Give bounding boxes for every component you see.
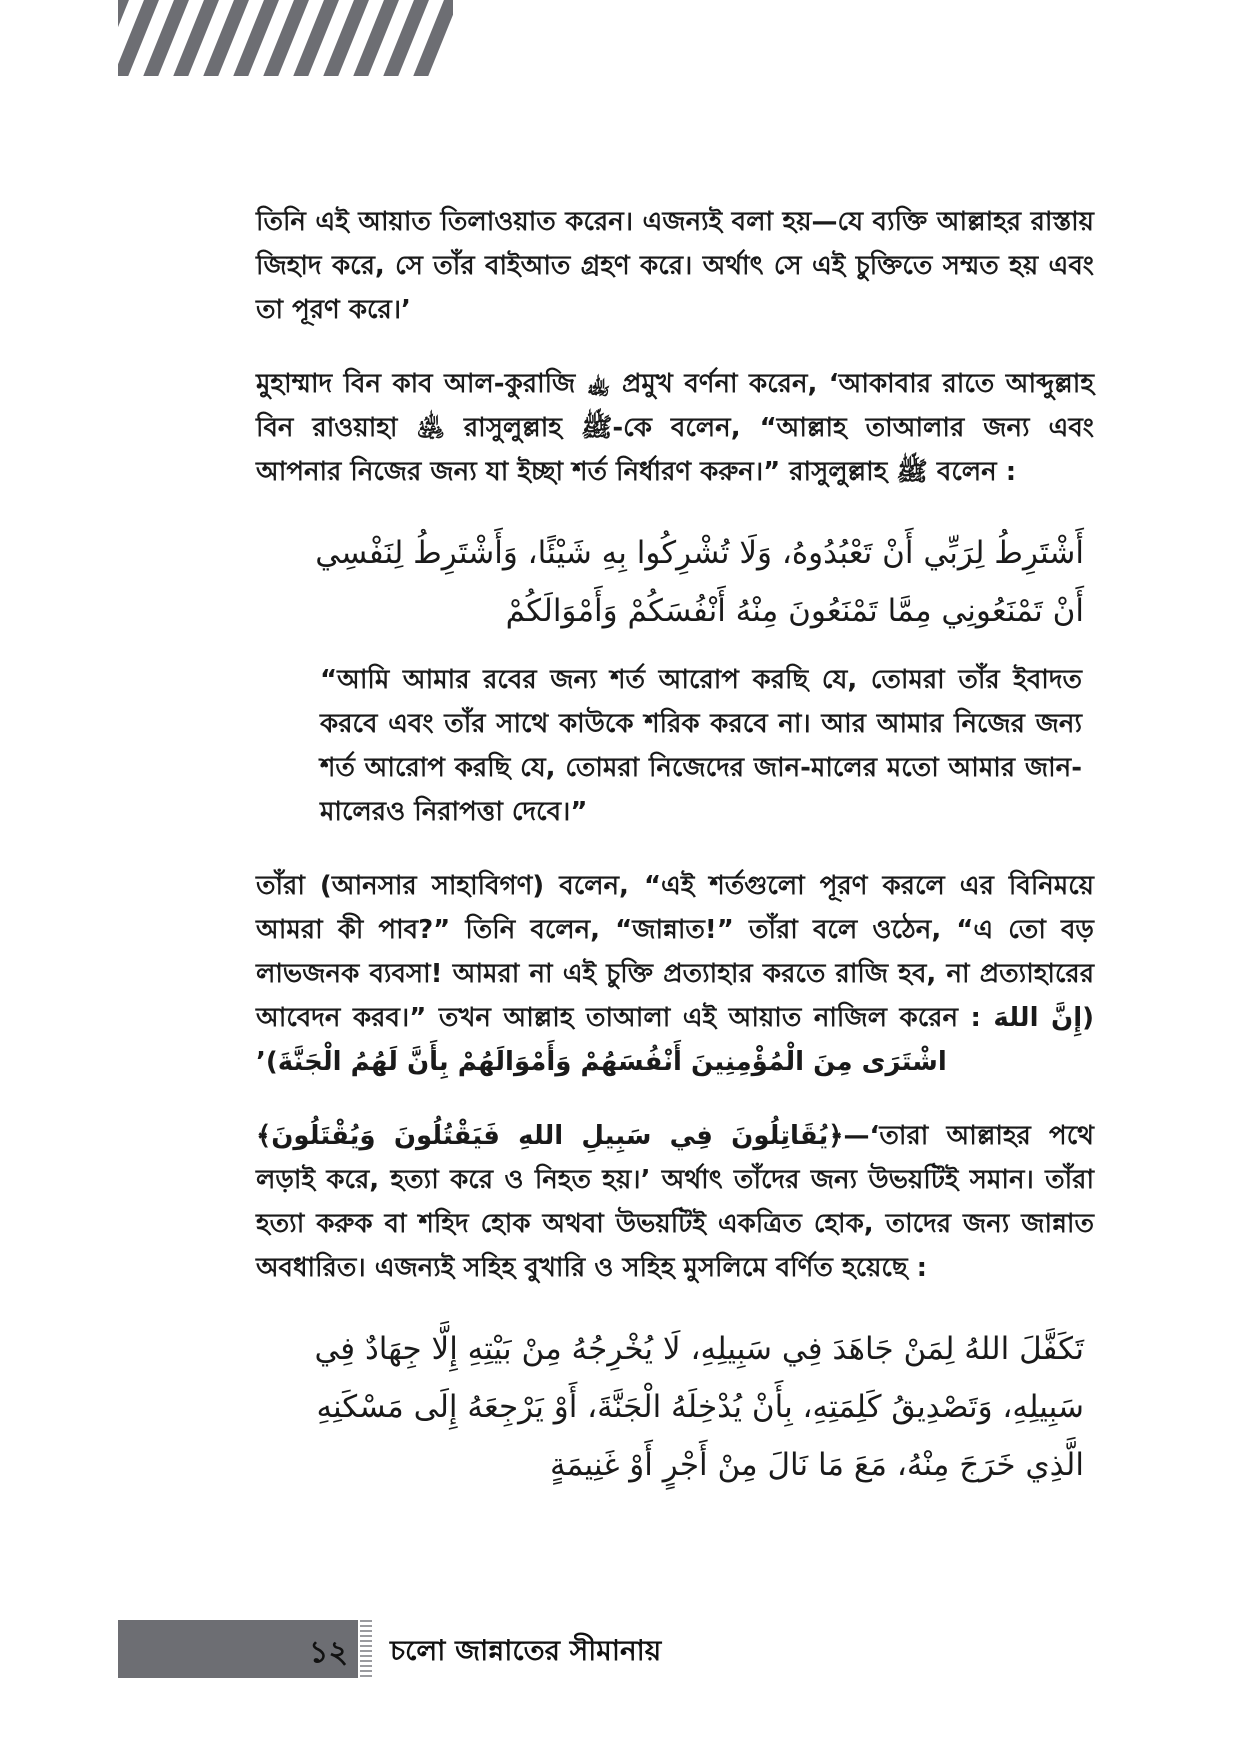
footer-divider bbox=[360, 1620, 372, 1678]
paragraph-2: মুহাম্মাদ বিন কাব আল-কুরাজি ﵀ প্রমুখ বর্ণনা করেন, ‘আকাবার রাতে আব্দুল্লাহ বিন রাওয়াহা ﵁ রাসুলুল্লাহ ﷺ-কে বলেন, “আল্লাহ তাআলার জন্য এবং আপনার নিজের জন্য যা ইচ্ছা শর্ত নির্ধারণ করুন।” রাসুলুল্লাহ ﷺ বলেন : bbox=[256, 369, 1094, 487]
page-content bbox=[256, 200, 1094, 1494]
paragraph-4-arabic: ﴿يُقَاتِلُونَ فِي سَبِيلِ اللهِ فَيَقْتُلُونَ وَيُقْتَلُونَ﴾ bbox=[256, 1121, 844, 1151]
paragraph-4 bbox=[256, 1114, 1094, 1290]
paragraph-3-text: তাঁরা (আনসার সাহাবিগণ) বলেন, “এই শর্তগুলো পূরণ করলে এর বিনিময়ে আমরা কী পাব?” তিনি বলেন, “জান্নাত!” তাঁরা বলে ওঠেন, “এ তো বড় লাভজনক ব্যবসা! আমরা না এই চুক্তি প্রত্যাহার করতে রাজি হব, না প্রত্যাহারের আবেদন করব।” তখন আল্লাহ তাআলা এই আয়াত নাজিল করেন : bbox=[256, 871, 1094, 1033]
paragraph-1: তিনি এই আয়াত তিলাওয়াত করেন। এজন্যই বলা হয়—যে ব্যক্তি আল্লাহর রাস্তায় জিহাদ করে, সে তাঁর বাইআত গ্রহণ করে। অর্থাৎ সে এই চুক্তিতে সম্মত হয় এবং তা পূরণ করে।’ bbox=[256, 207, 1094, 325]
header-stripes-decoration bbox=[118, 0, 453, 76]
book-title: চলো জান্নাতের সীমানায় bbox=[390, 1634, 662, 1667]
page-footer bbox=[118, 1620, 1118, 1678]
paragraph-3-arabic: (إِنَّ اللهَ اشْتَرَى مِنَ الْمُؤْمِنِينَ أَنْفُسَهُمْ وَأَمْوَالَهُمْ بِأَنَّ لَهُمُ الْجَنَّةَ)’ bbox=[256, 1003, 1094, 1077]
quote-translation-1: “আমি আমার রবের জন্য শর্ত আরোপ করছি যে, তোমরা তাঁর ইবাদত করবে এবং তাঁর সাথে কাউকে শরিক করবে না। আর আমার নিজের জন্য শর্ত আরোপ করছি যে, তোমরা নিজেদের জান-মালের মতো আমার জান-মালেরও নিরাপত্তা দেবে।” bbox=[320, 665, 1082, 827]
arabic-hadith-1: أَشْتَرِطُ لِرَبِّي أَنْ تَعْبُدُوهُ، وَلَا تُشْرِكُوا بِهِ شَيْئًا، وَأَشْتَرِطُ لِنَفْسِي أَنْ تَمْنَعُونِي مِمَّا تَمْنَعُونَ مِنْهُ أَنْفُسَكُمْ وَأَمْوَالَكُمْ bbox=[315, 535, 1084, 629]
arabic-hadith-2: تَكَفَّلَ اللهُ لِمَنْ جَاهَدَ فِي سَبِيلِهِ، لَا يُخْرِجُهُ مِنْ بَيْتِهِ إِلَّا جِهَادٌ فِي سَبِيلِهِ، وَتَصْدِيقُ كَلِمَتِهِ، بِأَنْ يُدْخِلَهُ الْجَنَّةَ، أَوْ يَرْجِعَهُ إِلَى مَسْكَنِهِ الَّذِي خَرَجَ مِنْهُ، مَعَ مَا نَالَ مِنْ أَجْرٍ أَوْ غَنِيمَةٍ bbox=[314, 1331, 1084, 1483]
paragraph-4-text: —‘তারা আল্লাহর পথে লড়াই করে, হত্যা করে ও নিহত হয়।’ অর্থাৎ তাঁদের জন্য উভয়টিই সমান। তাঁরা হত্যা করুক বা শহিদ হোক অথবা উভয়টিই একত্রিত হোক, তাদের জন্য জান্নাত অবধারিত। এজন্যই সহিহ বুখারি ও সহিহ মুসলিমে বর্ণিত হয়েছে : bbox=[256, 1121, 1094, 1283]
page-number: ১২ bbox=[309, 1635, 348, 1670]
paragraph-3 bbox=[256, 864, 1094, 1084]
